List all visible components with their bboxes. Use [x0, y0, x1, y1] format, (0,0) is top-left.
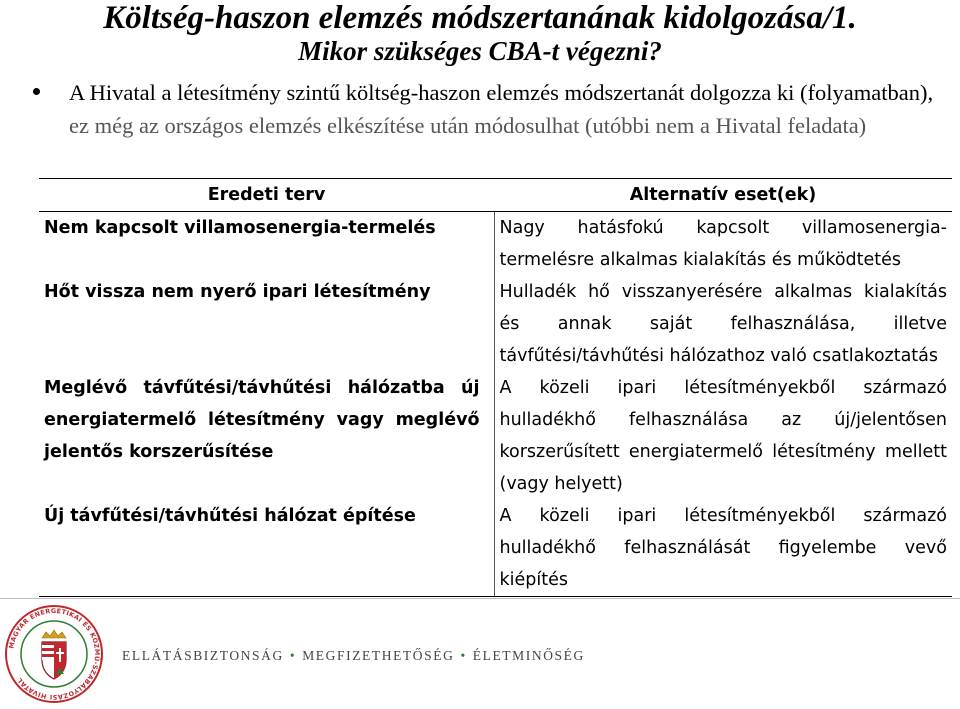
row-original: Új távfűtési/távhűtési hálózat építése	[39, 500, 494, 597]
bullet-paragraph	[69, 76, 949, 142]
bullet-aside-text: ez még az országos elemzés elkészítése után módosulhat (utóbbi nem a Hivatal feladata)	[69, 113, 867, 138]
logo-ring-text: MAGYAR ENERGETIKAI ÉS KÖZMŰ-SZABÁLYOZÁSI HIVATAL	[7, 606, 102, 702]
table-row	[39, 212, 952, 277]
row-original: Hőt vissza nem nyerő ipari létesítmény	[44, 282, 431, 302]
row-alternative: A közeli ipari létesítményekből származó hulladékhő felhasználását figyelembe vevő kiépítés	[494, 500, 952, 597]
slogan-separator: •	[460, 648, 467, 663]
row-original: Nem kapcsolt villamosenergia-termelés	[44, 218, 436, 238]
bullet-dot	[33, 88, 40, 95]
table-row	[39, 372, 952, 500]
row-alternative: Nagy hatásfokú kapcsolt villamosenergia-termelésre alkalmas kialakítás és működtetés	[494, 212, 952, 277]
slogan-word: MEGFIZETHETŐSÉG	[302, 648, 455, 663]
footer-divider	[0, 598, 960, 599]
header-original-plan: Eredeti terv	[39, 179, 494, 212]
bullet-main-text: A Hivatal a létesítmény szintű költség-haszon elemzés módszertanát dolgozza ki (folyamatban),	[69, 80, 934, 105]
row-alternative: A közeli ipari létesítményekből származó hulladékhő felhasználása az új/jelentősen korszerűsített energiatermelő létesítmény mellett (vagy helyett)	[494, 372, 952, 500]
table-header-row	[39, 179, 952, 212]
footer-slogan	[122, 648, 585, 664]
slide-subtitle: Mikor szükséges CBA-t végezni?	[298, 36, 662, 66]
table-row	[39, 500, 952, 597]
table-row	[39, 276, 952, 372]
header-alternatives: Alternatív eset(ek)	[494, 179, 952, 212]
slogan-word: ÉLETMINŐSÉG	[472, 648, 585, 663]
row-alternative: Hulladék hő visszanyerésére alkalmas kialakítás és annak saját felhasználása, illetve távfűtési/távhűtési hálózathoz való csatlakoztatás	[494, 276, 952, 372]
slide-title: Költség-haszon elemzés módszertanának kidolgozása/1.	[103, 0, 857, 36]
row-original: Meglévő távfűtési/távhűtési hálózatba új energiatermelő létesítmény vagy meglévő jelentős korszerűsítése	[44, 378, 480, 462]
comparison-table	[39, 178, 952, 597]
authority-logo	[2, 602, 106, 706]
slogan-separator: •	[289, 648, 297, 663]
slogan-word: ELLÁTÁSBIZTONSÁG	[122, 648, 284, 663]
